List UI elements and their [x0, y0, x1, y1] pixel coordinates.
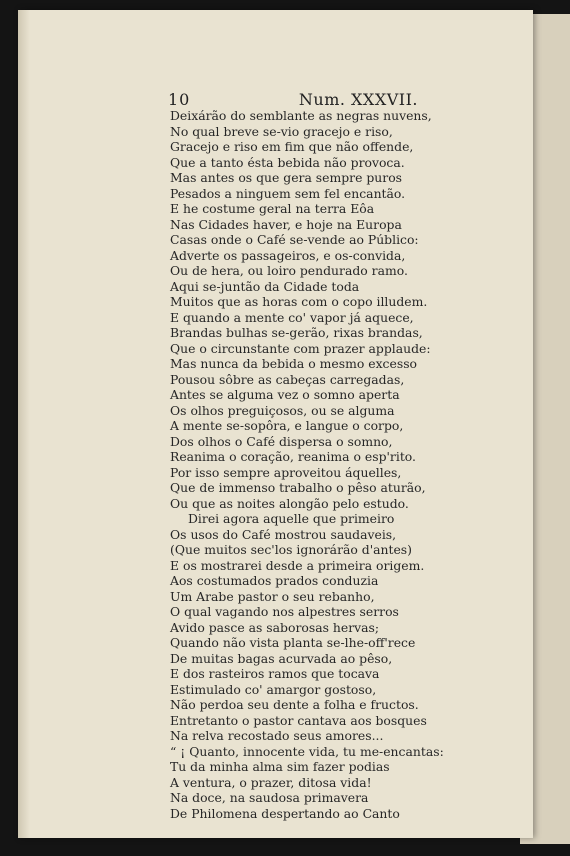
- verse-line: Ou de hera, ou loiro pendurado ramo.: [170, 263, 408, 278]
- verse-line: No qual breve se-vio gracejo e riso,: [170, 123, 393, 139]
- poem-text: [170, 108, 515, 821]
- verse-line: O qual vagando nos alpestres serros: [170, 604, 399, 619]
- page-number: 10: [168, 90, 191, 109]
- verse-line: Os usos do Café mostrou saudaveis,: [170, 526, 397, 542]
- verse-line: Brandas bulhas se-gerão, rixas brandas,: [170, 325, 423, 340]
- verse-line: A mente se-sopôra, e langue o corpo,: [170, 418, 404, 433]
- verse-line: Antes se alguma vez o somno aperta: [170, 387, 400, 402]
- verse-line: “ ¡ Quanto, innocente vida, tu me-encantas:: [170, 743, 444, 759]
- verse-line: (Que muitos sec'los ignorárão d'antes): [170, 542, 412, 557]
- verse-line: Nas Cidades haver, e hoje na Europa: [170, 216, 402, 232]
- verse-line: Tu da minha alma sim fazer podias: [170, 759, 390, 774]
- verse-line: De muitas bagas acurvada ao pêso,: [170, 650, 393, 666]
- verse-line: Dos olhos o Café dispersa o somno,: [170, 433, 393, 449]
- verse-line: Deixárão do semblante as negras nuvens,: [170, 108, 432, 123]
- verse-line: Entretanto o pastor cantava aos bosques: [170, 712, 427, 728]
- verse-line: Estimulado co' amargor gostoso,: [170, 681, 377, 697]
- verse-line: Mas nunca da bebida o mesmo excesso: [170, 356, 418, 371]
- verse-line: Aqui se-juntão da Cidade toda: [170, 278, 360, 294]
- verse-line: Aos costumados prados conduzia: [170, 573, 379, 588]
- verse-line: Direi agora aquelle que primeiro: [188, 511, 395, 526]
- verse-line: E quando a mente co' vapor já aquece,: [170, 309, 414, 325]
- verse-line: Que a tanto ésta bebida não provoca.: [170, 154, 405, 170]
- verse-line: De Philomena despertando ao Canto: [170, 805, 400, 821]
- verse-line: Na relva recostado seus amores...: [170, 728, 384, 743]
- verse-line: Muitos que as horas com o copo illudem.: [170, 294, 428, 309]
- verse-line: Não perdoa seu dente a folha e fructos.: [170, 697, 419, 712]
- verse-line: Pousou sôbre as cabeças carregadas,: [170, 371, 405, 387]
- verse-line: Adverte os passageiros, e os-convida,: [170, 247, 406, 263]
- verse-line: Quando não vista planta se-lhe-off'rece: [170, 635, 416, 650]
- verse-line: Um Arabe pastor o seu rebanho,: [170, 588, 375, 604]
- verse-line: Avido pasce as saborosas hervas;: [170, 619, 380, 635]
- verse-line: Os olhos preguiçosos, ou se alguma: [170, 402, 395, 418]
- verse-line: E dos rasteiros ramos que tocava: [170, 666, 380, 681]
- verse-line: Mas antes os que gera sempre puros: [170, 170, 403, 185]
- verse-line: Gracejo e riso em fim que não offende,: [170, 139, 414, 154]
- verse-line: Pesados a ninguem sem fel encantão.: [170, 185, 406, 201]
- verse-line: Ou que as noites alongão pelo estudo.: [170, 495, 409, 511]
- verse-line: Que de immenso trabalho o pêso aturão,: [170, 480, 426, 495]
- verse-line: E os mostrarei desde a primeira origem.: [170, 557, 425, 573]
- verse-line: E he costume geral na terra Eôa: [170, 201, 375, 216]
- verse-line: Casas onde o Café se-vende ao Público:: [170, 232, 419, 247]
- verse-line: Por isso sempre aproveitou áquelles,: [170, 464, 402, 480]
- verse-line: A ventura, o prazer, ditosa vida!: [170, 774, 372, 790]
- verse-line: Que o circunstante com prazer applaude:: [170, 340, 431, 356]
- running-head: Num. XXXVII.: [298, 90, 418, 109]
- verse-line: Reanima o coração, reanima o esp'rito.: [170, 449, 416, 464]
- verse-line: Na doce, na saudosa primavera: [170, 790, 369, 805]
